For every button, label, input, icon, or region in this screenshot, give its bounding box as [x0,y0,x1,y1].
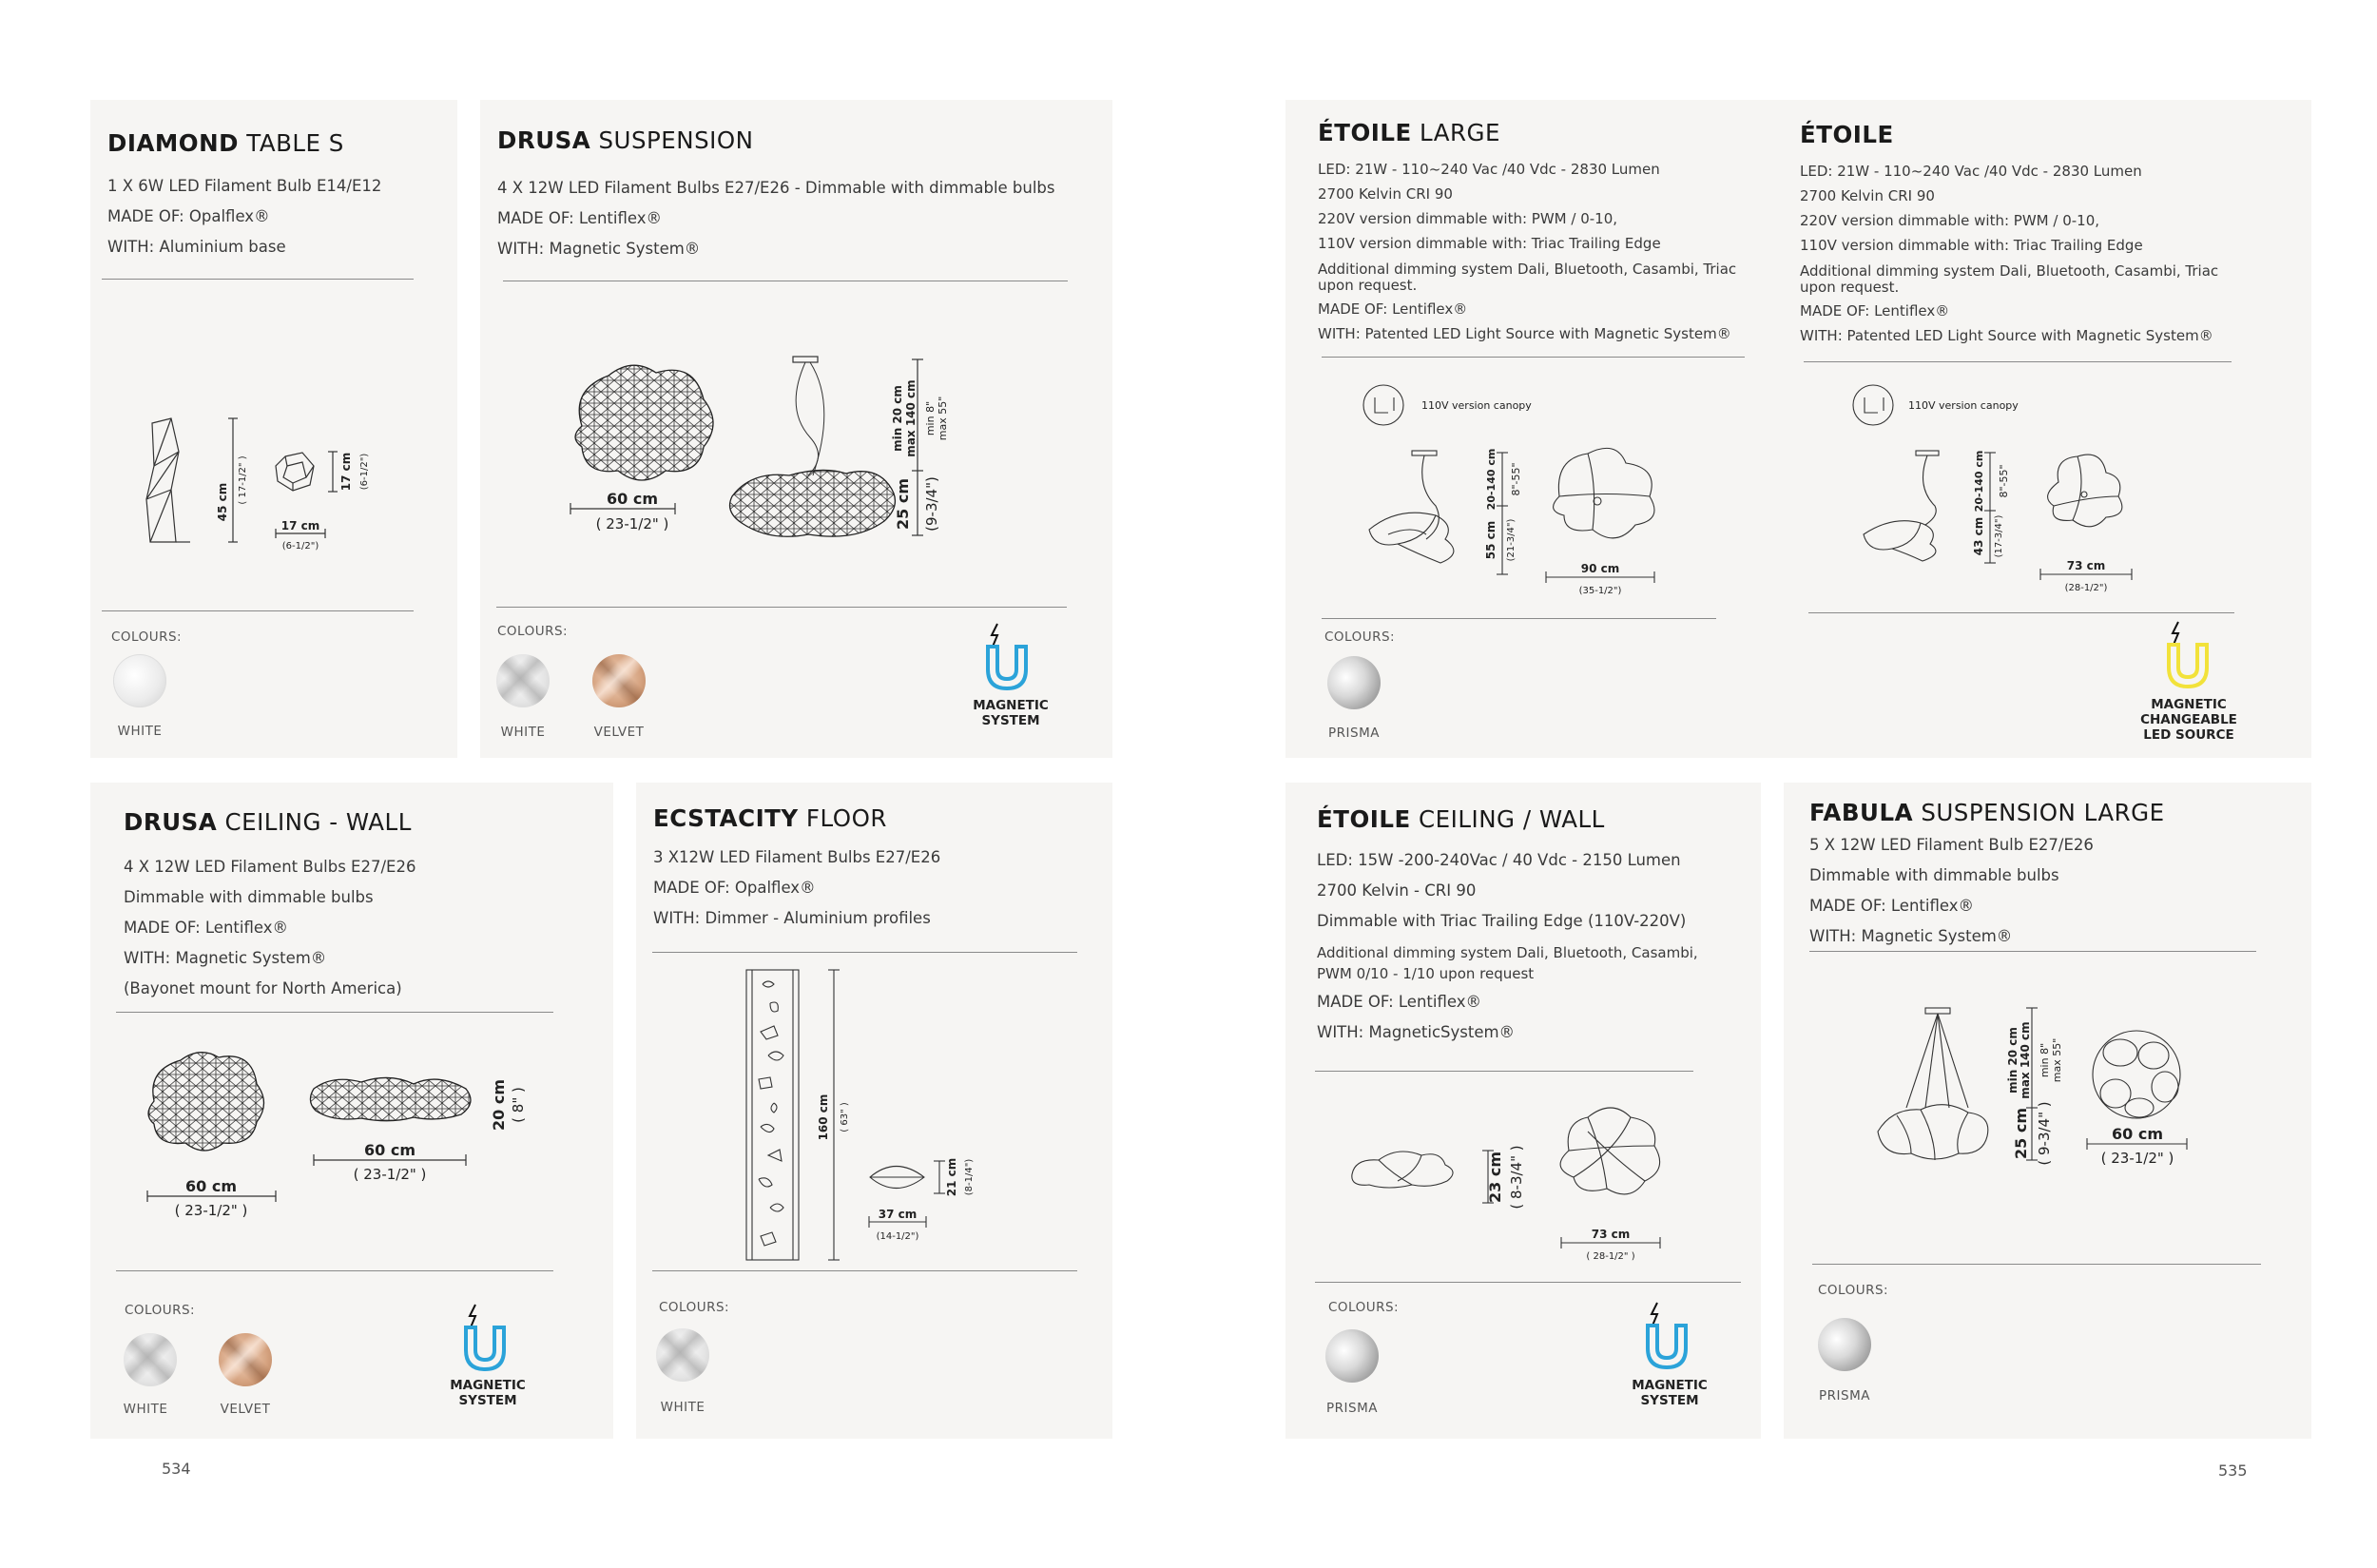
swatch-white[interactable] [124,1333,177,1386]
drusa-ceiling-width2: 60 cm [364,1141,415,1159]
ecstacity-drawing [742,965,1055,1250]
swatch-name: WHITE [123,1402,168,1417]
swatch-prisma[interactable] [1325,1329,1379,1383]
etoile-large-width-in: (35-1/2") [1578,586,1622,596]
swatch-name: VELVET [593,725,645,740]
divider [496,607,1067,608]
swatch-name: WHITE [660,1400,705,1415]
etoile-ceiling-height: 23 cm [1486,1152,1504,1203]
ecstacity-width: 37 cm [878,1208,918,1221]
etoile-width-in: (28-1/2") [2064,583,2108,593]
divider [1322,618,1716,619]
etoile-canopy: 110V version canopy [1908,399,2019,412]
divider [1315,1071,1693,1072]
ecstacity-height: 160 cm [817,1094,830,1141]
drusa-suspension-drawing [561,352,1036,561]
ecstacity-specs: 3 X12W LED Filament Bulbs E27/E26 MADE OF: Opalflex® WITH: Dimmer - Aluminium profiles [653,848,941,927]
etoile-specs: LED: 21W - 110~240 Vac /40 Vdc - 2830 Lumen 2700 Kelvin CRI 90 220V version dimmable with: PWM / 0-10, 110V version dimmable with: Triac Trailing Edge Additional dimming system Dali, Bluetooth, Casambi, Triac upon request. MADE OF: Lentiflex® WITH: Patented LED Light Source with Magnetic System® [1800,163,2219,344]
etoile-large-width: 90 cm [1580,562,1620,575]
diamond-drawing [133,409,418,561]
divider [102,610,414,611]
swatch-name: VELVET [220,1402,271,1417]
fabula-width-in: ( 23-1/2" ) [2100,1150,2174,1167]
etoile-cable-in: 8"-55" [1998,464,2010,498]
drusa-ceiling-width1: 60 cm [185,1177,237,1195]
fabula-height-in: ( 9-3/4" ) [2036,1101,2053,1166]
swatch-white[interactable] [656,1328,709,1382]
colours-label: COLOURS: [125,1303,196,1318]
diamond-height-in: ( 17-1/2" ) [238,455,248,505]
etoile-width: 73 cm [2066,559,2106,572]
etoile-ceiling-height-in: ( 8-3/4" ) [1508,1145,1525,1210]
divider [652,952,1077,953]
drusa-ceiling-width2-in: ( 23-1/2" ) [353,1166,427,1183]
divider [652,1270,1077,1271]
swatch-white[interactable] [496,654,550,707]
ecstacity-title: ECSTACITY FLOOR [653,804,887,832]
drusa-suspension-specs: 4 X 12W LED Filament Bulbs E27/E26 - Dimmable with dimmable bulbs MADE OF: Lentiflex® WITH: Magnetic System® [497,179,1055,258]
diamond-height: 45 cm [216,482,229,522]
fabula-width: 60 cm [2112,1125,2163,1143]
swatch-velvet[interactable] [592,654,646,707]
divider [1315,1282,1741,1283]
drusa-ceiling-specs: 4 X 12W LED Filament Bulbs E27/E26 Dimmable with dimmable bulbs MADE OF: Lentiflex® WITH: Magnetic System® (Bayonet mount for North America) [124,858,416,997]
swatch-prisma[interactable] [1327,656,1381,709]
swatch-name: WHITE [500,725,546,740]
magnetic-changeable-label: MAGNETIC CHANGEABLE LED SOURCE [2140,697,2237,743]
magnetic-system-label: MAGNETIC SYSTEM [973,698,1049,728]
etoile-title: ÉTOILE [1800,121,1894,148]
drusa-ceiling-height-in: ( 8" ) [510,1087,527,1123]
drusa-susp-cable-max: max 140 cm [904,379,918,457]
drusa-ceiling-height: 20 cm [490,1079,508,1131]
ecstacity-depth: 21 cm [945,1157,958,1197]
fabula-title: FABULA SUSPENSION LARGE [1809,799,2165,826]
etoile-large-drawing [1331,373,1768,601]
drusa-susp-height: 25 cm [894,478,912,530]
divider [1804,361,2232,362]
fabula-height: 25 cm [2012,1108,2030,1159]
drusa-susp-width-in: ( 23-1/2" ) [595,515,669,532]
colours-label: COLOURS: [497,624,569,639]
ecstacity-height-in: ( 63" ) [840,1102,850,1132]
swatch-name: PRISMA [1326,1401,1378,1416]
magnet-icon [460,1301,517,1377]
drusa-ceiling-width1-in: ( 23-1/2" ) [174,1202,248,1219]
fabula-cable-in: min 8" [2039,1042,2051,1078]
etoile-ceiling-width: 73 cm [1591,1228,1631,1241]
drusa-susp-cable-in: min 8" [924,400,937,436]
etoile-cable: 20-140 cm [1973,450,1985,513]
swatch-white[interactable] [113,654,166,707]
drusa-ceiling-drawing [143,1046,561,1236]
divider [1808,612,2234,613]
divider [116,1012,553,1013]
etoile-large-cable-in: 8"-55" [1510,462,1522,496]
etoile-large-cable: 20-140 cm [1485,448,1498,511]
swatch-name: PRISMA [1819,1388,1870,1403]
drusa-susp-cable: min 20 cm [891,385,904,452]
etoile-large-title: ÉTOILE LARGE [1318,119,1500,146]
swatch-velvet[interactable] [219,1333,272,1386]
colours-label: COLOURS: [111,629,183,645]
etoile-large-height-in: (21-3/4") [1506,518,1517,562]
colours-label: COLOURS: [1818,1283,1889,1298]
magnet-icon [2163,618,2220,694]
etoile-height-in: (17-3/4") [1994,514,2004,558]
ecstacity-depth-in: (8-1/4") [964,1158,975,1196]
etoile-ceiling-specs: LED: 15W -200-240Vac / 40 Vdc - 2150 Lumen 2700 Kelvin - CRI 90 Dimmable with Triac Trailing Edge (110V-220V) Additional dimming system Dali, Bluetooth, Casambi, PWM 0/10 - 1/10 upon request MADE OF: Lentiflex® WITH: MagneticSystem® [1317,851,1698,1041]
drusa-ceiling-title: DRUSA CEILING - WALL [124,808,412,836]
drusa-suspension-title: DRUSA SUSPENSION [497,126,754,154]
swatch-name: WHITE [117,724,163,739]
divider [102,279,414,280]
magnetic-system-label: MAGNETIC SYSTEM [450,1378,526,1408]
etoile-large-specs: LED: 21W - 110~240 Vac /40 Vdc - 2830 Lumen 2700 Kelvin CRI 90 220V version dimmable with: PWM / 0-10, 110V version dimmable with: Triac Trailing Edge Additional dimming system Dali, Bluetooth, Casambi, Triac upon request. MADE OF: Lentiflex® WITH: Patented LED Light Source with Magnetic System® [1318,161,1737,342]
etoile-ceiling-drawing [1341,1094,1740,1265]
diamond-depth: 17 cm [339,452,353,492]
swatch-name: PRISMA [1328,726,1380,741]
magnetic-system-label: MAGNETIC SYSTEM [1632,1378,1708,1408]
etoile-ceiling-width-in: ( 28-1/2" ) [1586,1251,1635,1262]
drusa-susp-cable-in-max: max 55" [937,396,949,441]
diamond-width-in: (6-1/2") [281,541,319,552]
divider [1812,1264,2261,1265]
etoile-ceiling-title: ÉTOILE CEILING / WALL [1317,805,1605,833]
diamond-specs: 1 X 6W LED Filament Bulb E14/E12 MADE OF: Opalflex® WITH: Aluminium base [107,177,382,256]
colours-label: COLOURS: [1328,1300,1400,1315]
fabula-drawing [1868,1003,2174,1212]
magnet-icon [982,620,1039,696]
etoile-large-height: 55 cm [1484,520,1498,560]
drusa-susp-height-in: (9-3/4") [923,476,940,532]
diamond-depth-in: (6-1/2") [359,453,370,491]
etoile-height: 43 cm [1972,516,1985,556]
diamond-title: DIAMOND TABLE S [107,129,344,157]
divider [1322,357,1745,358]
diamond-width: 17 cm [280,519,320,532]
ecstacity-width-in: (14-1/2") [876,1231,919,1242]
colours-label: COLOURS: [1324,629,1396,645]
fabula-cable-in-max: max 55" [2051,1037,2063,1083]
fabula-specs: 5 X 12W LED Filament Bulb E27/E26 Dimmable with dimmable bulbs MADE OF: Lentiflex® WITH: Magnetic System® [1809,836,2094,945]
drusa-susp-width: 60 cm [607,490,658,508]
divider [1809,951,2256,952]
colours-label: COLOURS: [659,1300,730,1315]
swatch-prisma[interactable] [1818,1318,1871,1371]
etoile-drawing [1816,373,2215,601]
fabula-cable-max: max 140 cm [2019,1021,2032,1099]
page-number-right: 535 [2218,1462,2248,1480]
divider [116,1270,553,1271]
magnet-icon [1642,1299,1699,1375]
page-number-left: 534 [162,1460,191,1478]
fabula-cable: min 20 cm [2006,1027,2019,1094]
etoile-large-canopy: 110V version canopy [1421,399,1532,412]
